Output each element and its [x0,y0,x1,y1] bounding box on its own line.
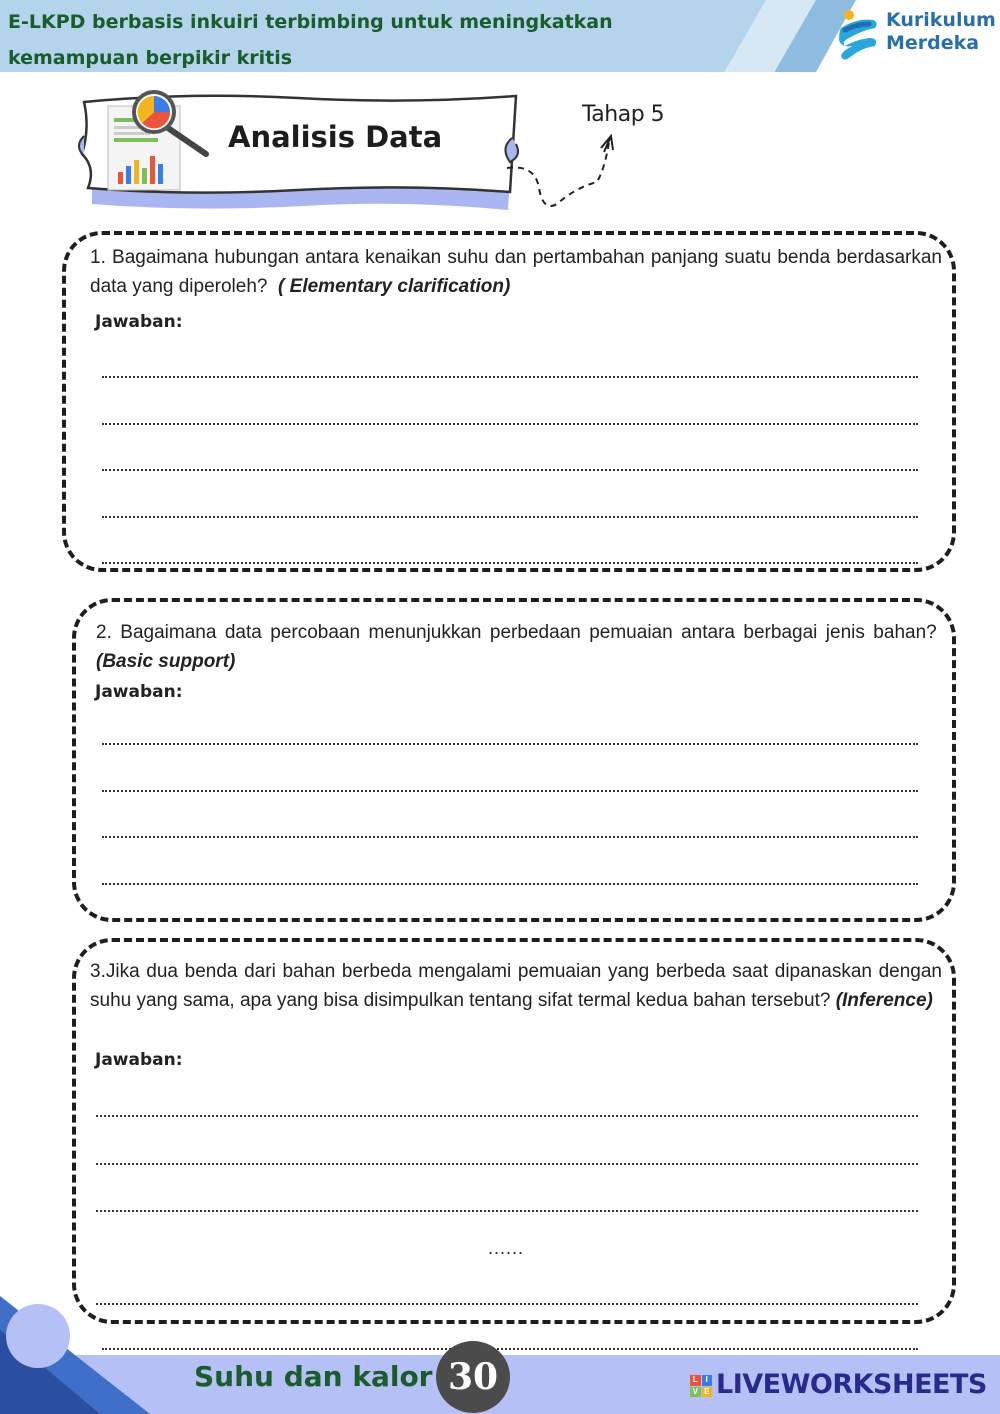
answer-line-3e[interactable] [102,1348,918,1350]
kurikulum-merdeka-logo-text: Kurikulum Merdeka [886,9,996,54]
answer-line-2c[interactable] [102,836,918,838]
stage-label: Tahap 5 [582,102,665,127]
answer-line-3d[interactable] [96,1303,918,1305]
answer-line-3c[interactable] [96,1210,918,1212]
footer-corner-decoration [0,1290,200,1414]
document-title: E-LKPD berbasis inkuiri terbimbing untuk meningkatkan kemampuan berpikir kritis [8,11,613,69]
answer-line-1c[interactable] [102,469,918,471]
answer-line-1b[interactable] [102,423,918,425]
answer-label-1: Jawaban: [95,312,183,332]
liveworksheets-logo-icon: L I V E [690,1375,712,1397]
answer-line-1d[interactable] [102,516,918,518]
answer-label-3: Jawaban: [95,1050,183,1070]
dashed-arrow-icon [505,128,635,218]
liveworksheets-brand-text: LIVEWORKSHEETS [716,1369,987,1400]
kurikulum-merdeka-logo-icon [835,6,883,64]
answer-label-2: Jawaban: [95,682,183,702]
question-1-text: 1. Bagaimana hubungan antara kenaikan suhu dan pertambahan panjang suatu benda berdasarkan data yang diperoleh? ( Elementary clarification) [90,247,942,297]
answer-line-2b[interactable] [102,790,918,792]
answer-line-1e[interactable] [102,562,918,564]
answer-line-2d[interactable] [102,883,918,885]
answer-line-3a[interactable] [96,1115,918,1117]
answer-line-1a[interactable] [102,376,918,378]
continuation-mark: ...... [488,1238,525,1258]
question-2-text: 2. Bagaimana data percobaan menunjukkan perbedaan pemuaian antara berbagai jenis bahan? (Basic support) [96,622,937,672]
footer-title: Suhu dan kalor [194,1360,433,1393]
question-3-text: 3.Jika dua benda dari bahan berbeda mengalami pemuaian yang berbeda saat dipanaskan dengan suhu yang sama, apa yang bisa disimpulkan tentang sifat termal kedua bahan tersebut? (Inference) [90,961,942,1011]
section-title: Analisis Data [228,120,443,154]
page-number: 30 [436,1341,510,1413]
answer-line-2a[interactable] [102,743,918,745]
answer-line-3b[interactable] [96,1163,918,1165]
